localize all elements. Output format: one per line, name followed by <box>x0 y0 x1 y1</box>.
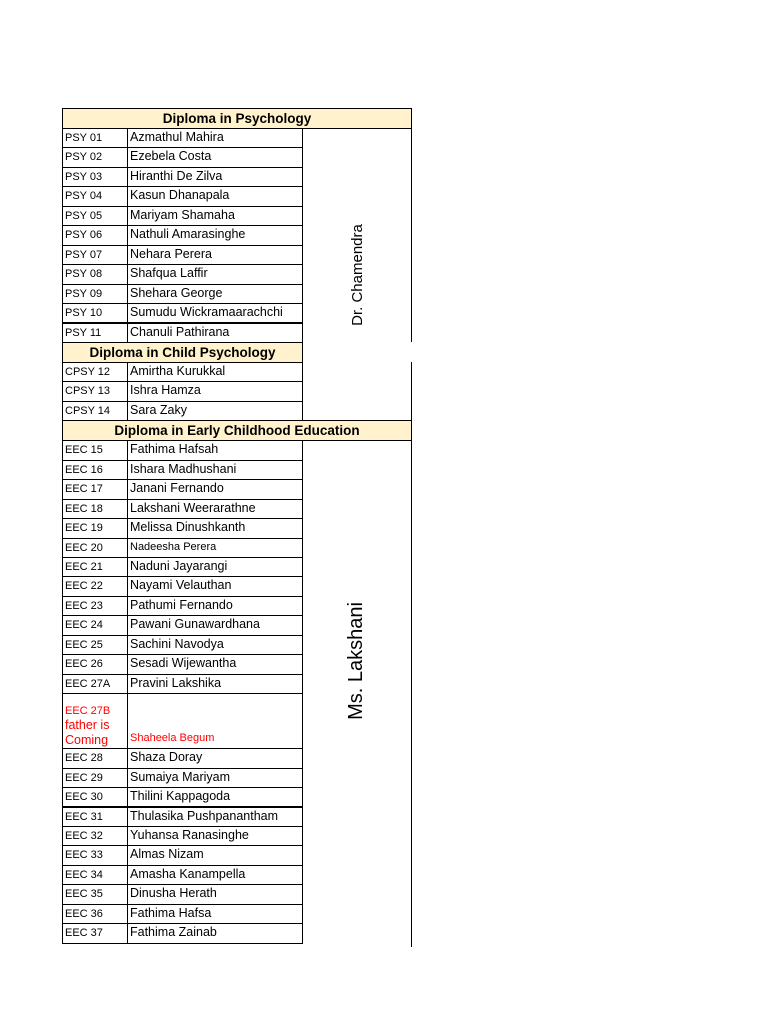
lecturer-column-border <box>411 362 412 947</box>
student-code: PSY 05 <box>62 206 128 226</box>
student-name: Kasun Dhanapala <box>127 186 303 206</box>
student-name: Nathuli Amarasinghe <box>127 225 303 245</box>
student-name: Pravini Lakshika <box>127 674 303 694</box>
student-code: PSY 07 <box>62 245 128 265</box>
lecturer-name-second: Ms. Lakshani <box>345 602 367 720</box>
student-name: Shehara George <box>127 284 303 304</box>
student-name: Fathima Zainab <box>127 923 303 943</box>
student-code: EEC 32 <box>62 826 128 846</box>
student-code: PSY 10 <box>62 303 128 323</box>
student-code: PSY 01 <box>62 128 128 148</box>
student-name: Pathumi Fernando <box>127 596 303 616</box>
attendance-note: father is Coming <box>65 718 110 748</box>
student-name: Ishra Hamza <box>127 381 303 401</box>
student-code: CPSY 12 <box>62 362 128 382</box>
student-code: EEC 35 <box>62 884 128 904</box>
student-code <box>62 693 128 749</box>
student-name: Nadeesha Perera <box>127 538 303 558</box>
student-name: Fathima Hafsah <box>127 440 303 460</box>
student-code: EEC 15 <box>62 440 128 460</box>
student-code: EEC 20 <box>62 538 128 558</box>
student-name: Nayami Velauthan <box>127 576 303 596</box>
student-name: Melissa Dinushkanth <box>127 518 303 538</box>
student-name: Shaza Doray <box>127 748 303 768</box>
section-psychology-header: Diploma in Psychology <box>62 108 412 129</box>
student-name: Sara Zaky <box>127 401 303 421</box>
student-name: Lakshani Weerarathne <box>127 499 303 519</box>
student-code: EEC 19 <box>62 518 128 538</box>
student-name: Sachini Navodya <box>127 635 303 655</box>
student-name: Mariyam Shamaha <box>127 206 303 226</box>
student-name: Amirtha Kurukkal <box>127 362 303 382</box>
student-name-text: Shaheela Begum <box>130 732 215 745</box>
student-code: EEC 25 <box>62 635 128 655</box>
section-child-psychology-header: Diploma in Child Psychology <box>62 342 303 363</box>
student-name: Ezebela Costa <box>127 147 303 167</box>
student-code: EEC 28 <box>62 748 128 768</box>
student-name: Thulasika Pushpanantham <box>127 807 303 827</box>
student-code: PSY 09 <box>62 284 128 304</box>
student-code: EEC 27A <box>62 674 128 694</box>
student-code: PSY 03 <box>62 167 128 187</box>
student-name: Hiranthi De Zilva <box>127 167 303 187</box>
student-name: Thilini Kappagoda <box>127 787 303 807</box>
lecturer-name-first: Dr. Chamendra <box>349 224 366 326</box>
student-code: EEC 37 <box>62 923 128 943</box>
student-code-text: EEC 27B <box>65 705 111 718</box>
student-name: Sumudu Wickramaarachchi <box>127 303 303 323</box>
student-code: EEC 30 <box>62 787 128 807</box>
student-code: EEC 23 <box>62 596 128 616</box>
student-code: EEC 18 <box>62 499 128 519</box>
student-code: CPSY 13 <box>62 381 128 401</box>
student-name: Yuhansa Ranasinghe <box>127 826 303 846</box>
student-name: Sesadi Wijewantha <box>127 654 303 674</box>
student-name: Fathima Hafsa <box>127 904 303 924</box>
student-code: PSY 08 <box>62 264 128 284</box>
student-code: EEC 17 <box>62 479 128 499</box>
student-code: EEC 34 <box>62 865 128 885</box>
student-code: EEC 36 <box>62 904 128 924</box>
student-name: Almas Nizam <box>127 845 303 865</box>
student-name: Sumaiya Mariyam <box>127 768 303 788</box>
student-name: Naduni Jayarangi <box>127 557 303 577</box>
section-early-childhood-header: Diploma in Early Childhood Education <box>62 420 412 441</box>
student-name <box>127 693 303 749</box>
student-code: EEC 29 <box>62 768 128 788</box>
student-code: EEC 31 <box>62 807 128 827</box>
student-name: Ishara Madhushani <box>127 460 303 480</box>
student-code: PSY 04 <box>62 186 128 206</box>
student-name: Dinusha Herath <box>127 884 303 904</box>
student-code: CPSY 14 <box>62 401 128 421</box>
student-code: PSY 06 <box>62 225 128 245</box>
student-name: Chanuli Pathirana <box>127 323 303 343</box>
student-name: Janani Fernando <box>127 479 303 499</box>
student-code: EEC 33 <box>62 845 128 865</box>
student-code: EEC 21 <box>62 557 128 577</box>
student-name: Amasha Kanampella <box>127 865 303 885</box>
student-name: Nehara Perera <box>127 245 303 265</box>
student-code: EEC 16 <box>62 460 128 480</box>
student-name: Pawani Gunawardhana <box>127 615 303 635</box>
student-code: PSY 02 <box>62 147 128 167</box>
student-code: EEC 24 <box>62 615 128 635</box>
student-name: Shafqua Laffir <box>127 264 303 284</box>
student-code: EEC 26 <box>62 654 128 674</box>
lecturer-column-border <box>411 108 412 342</box>
student-code: PSY 11 <box>62 323 128 343</box>
student-name: Azmathul Mahira <box>127 128 303 148</box>
student-code: EEC 22 <box>62 576 128 596</box>
